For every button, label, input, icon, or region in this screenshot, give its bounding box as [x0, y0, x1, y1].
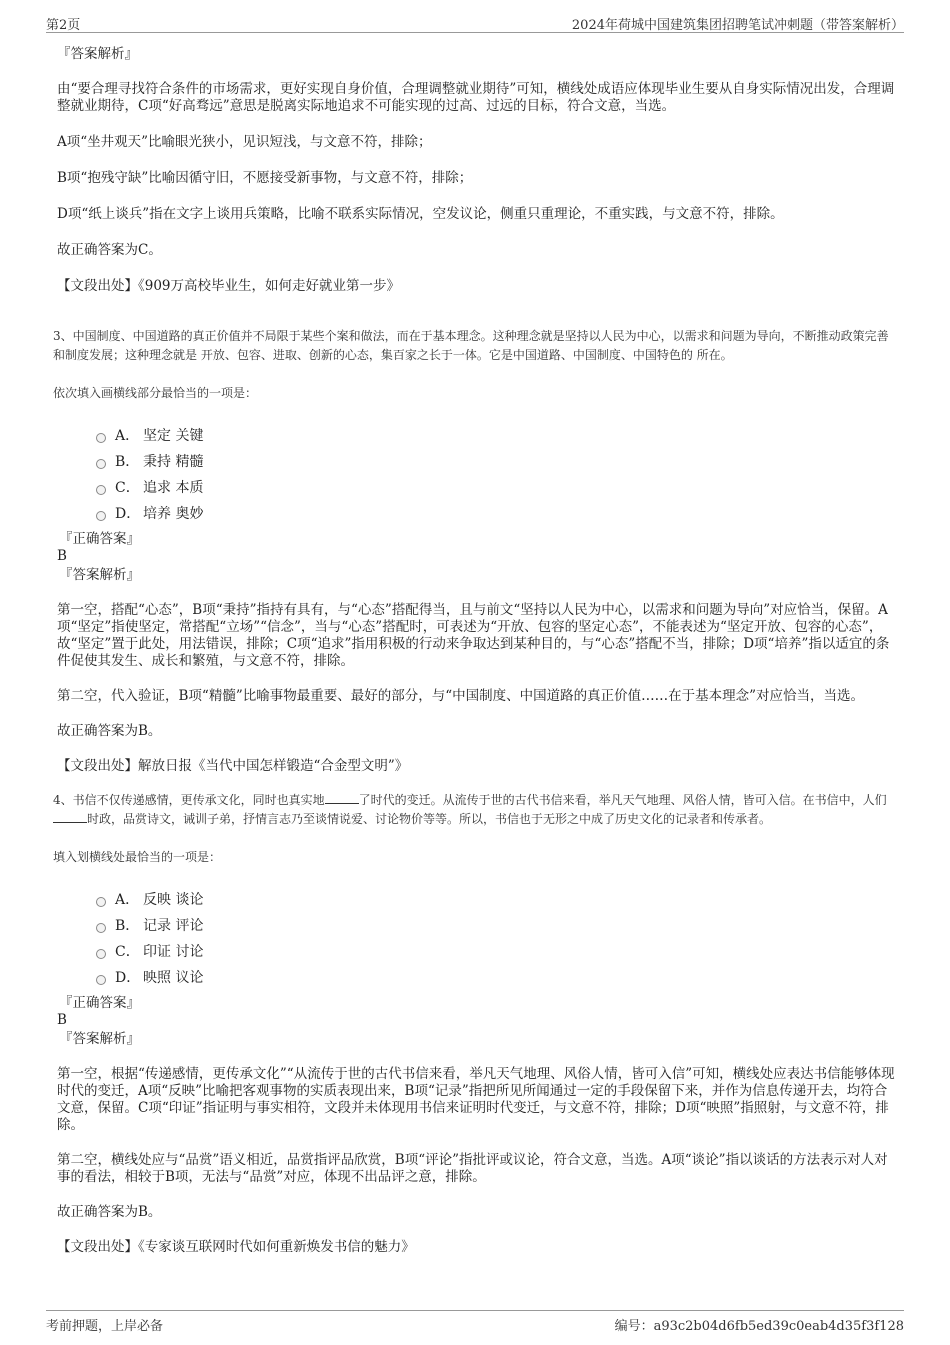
page-content [53, 46, 898, 1256]
page-number: 第2页 [46, 18, 81, 33]
source-citation: 【文段出处】《专家谈互联网时代如何重新焕发书信的魅力》 [57, 1239, 415, 1255]
analysis-paragraph: 第二空，代入验证，B项“精髓”比喻事物最重要、最好的部分，与“中国制度、中国道路的真正价值……在于基本理念”对应恰当，当选。 [57, 688, 865, 704]
radio-circle-icon[interactable] [96, 975, 106, 985]
radio-circle-icon[interactable] [96, 511, 106, 521]
analysis-label: 『答案解析』 [59, 567, 140, 583]
correct-answer-label: 『正确答案』 [59, 995, 140, 1011]
radio-circle-icon[interactable] [96, 459, 106, 469]
option-list [57, 423, 898, 527]
question-prompt: 填入划横线处最恰当的一项是： [53, 850, 222, 864]
answer-conclusion: 故正确答案为B。 [57, 1204, 162, 1220]
question-stem: 3、中国制度、中国道路的真正价值并不局限于某些个案和做法，而在于基本理念。这种理念就是坚持以人民为中心，以需求和问题为导向，不断推动政策完善和制度发展；这种理念就是 开放、包容、进取、创新的心态，集百家之长于一体。它是中国道路、中国制度、中国特色的 所在。 [53, 329, 889, 362]
analysis-paragraph: 由“要合理寻找符合条件的市场需求，更好实现自身价值，合理调整就业期待”可知，横线处成语应体现毕业生要从自身实际情况出发，合理调整就业期待，C项“好高骛远”意思是脱离实际地追求不可能实现的过高、过远的目标，符合文意，当选。 [57, 81, 895, 114]
footer-slogan: 考前押题，上岸必备 [46, 1319, 164, 1334]
source-citation: 【文段出处】《909万高校毕业生，如何走好就业第一步》 [57, 278, 401, 294]
document-id: 编号：a93c2b04d6fb5ed39c0eab4d35f3f128 [614, 1319, 904, 1334]
radio-circle-icon[interactable] [96, 897, 106, 907]
page-footer [46, 1310, 904, 1335]
analysis-paragraph: A项“坐井观天”比喻眼光狭小，见识短浅，与文意不符，排除； [57, 134, 432, 150]
question-stem: 4、书信不仅传递感情，更传承文化，同时也真实地 了时代的变迁。从流传于世的古代书信来看，举凡天气地理、风俗人情，皆可入信。在书信中，人们时政，品赏诗文，诫训子弟，抒情言志乃至谈情说爱、讨论物价等等。所以，书信也于无形之中成了历史文化的记录者和传承者。 [53, 793, 887, 826]
analysis-paragraph: 第二空，横线处应与“品赏”语义相近，品赏指评品欣赏，B项“评论”指批评或议论，符合文意，当选。A项“谈论”指以谈话的方法表示对人对事的看法，相较于B项，无法与“品赏”对应，体现不出品评之意，排除。 [57, 1152, 888, 1185]
radio-circle-icon[interactable] [96, 485, 106, 495]
page-header [46, 12, 904, 33]
option-d[interactable]: D． 培养 奥妙 [57, 501, 898, 527]
answer-conclusion: 故正确答案为B。 [57, 723, 162, 739]
radio-circle-icon[interactable] [96, 949, 106, 959]
analysis-paragraph: 第一空，搭配“心态”，B项“秉持”指持有具有，与“心态”搭配得当，且与前文“坚持以人民为中心，以需求和问题为导向”对应恰当，保留。A项“坚定”指使坚定，常搭配“立场”“信念”，当与“心态”搭配时，可表述为“开放、包容的坚定心态”，不能表述为“坚定开放、包容的心态”，故“坚定”置于此处，用法错误，排除；C项“追求”指用积极的行动来争取达到某种目的，与“心态”搭配不当，排除；D项“培养”指以适宜的条件促使其发生、成长和繁殖，与文意不符，排除。 [57, 602, 890, 669]
option-c[interactable]: C． 印证 讨论 [57, 939, 898, 965]
fill-blank [53, 810, 87, 823]
correct-answer: B [57, 1012, 67, 1028]
source-citation: 【文段出处】解放日报《当代中国怎样锻造“合金型文明”》 [57, 758, 409, 774]
question-prompt: 依次填入画横线部分最恰当的一项是： [53, 386, 258, 400]
analysis-paragraph: 第一空，根据“传递感情，更传承文化”“从流传于世的古代书信来看，举凡天气地理、风俗人情，皆可入信”可知，横线处应表达书信能够体现时代的变迁，A项“反映”比喻把客观事物的实质表现出来，B项“记录”指把所见所闻通过一定的手段保留下来，并作为信息传递开去，均符合文意，保留。C项“印证”指证明与事实相符，文段并未体现用书信来证明时代变迁，与文意不符，排除；D项“映照”指照射，与文意不符，排除。 [57, 1066, 895, 1133]
option-b[interactable]: B． 记录 评论 [57, 913, 898, 939]
option-d[interactable]: D． 映照 议论 [57, 965, 898, 991]
document-title: 2024年荷城中国建筑集团招聘笔试冲刺题（带答案解析） [571, 18, 904, 33]
correct-answer-label: 『正确答案』 [59, 531, 140, 547]
option-c[interactable]: C． 追求 本质 [57, 475, 898, 501]
radio-circle-icon[interactable] [96, 433, 106, 443]
analysis-label: 『答案解析』 [59, 1031, 140, 1047]
analysis-paragraph: B项“抱残守缺”比喻因循守旧，不愿接受新事物，与文意不符，排除； [57, 170, 473, 186]
correct-answer: B [57, 548, 67, 564]
option-b[interactable]: B． 秉持 精髓 [57, 449, 898, 475]
analysis-label: 『答案解析』 [57, 46, 138, 62]
fill-blank [325, 791, 359, 804]
option-list [57, 887, 898, 991]
answer-conclusion: 故正确答案为C。 [57, 242, 162, 258]
analysis-paragraph: D项“纸上谈兵”指在文字上谈用兵策略，比喻不联系实际情况，空发议论，侧重只重理论，不重实践，与文意不符，排除。 [57, 206, 784, 222]
option-a[interactable]: A． 反映 谈论 [57, 887, 898, 913]
radio-circle-icon[interactable] [96, 923, 106, 933]
option-a[interactable]: A． 坚定 关键 [57, 423, 898, 449]
